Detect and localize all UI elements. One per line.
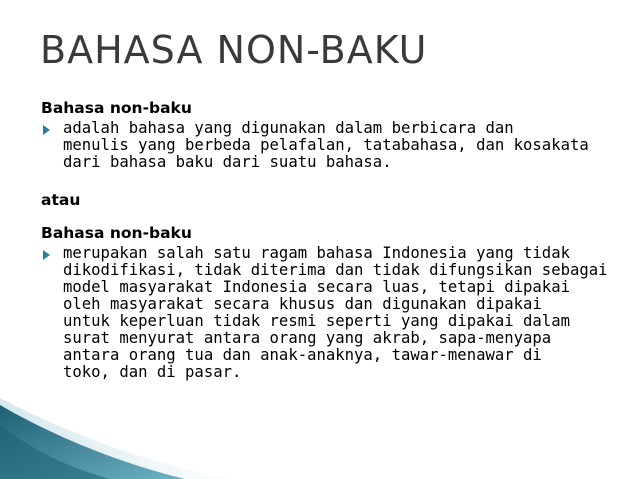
section-heading: Bahasa non-baku bbox=[41, 224, 192, 242]
bullet-item bbox=[41, 245, 611, 381]
bullet-line: adalah bahasa yang digunakan dalam berbicara dan bbox=[63, 119, 514, 137]
bullet-line: menulis yang berbeda pelafalan, tatabahasa, dan kosakata bbox=[63, 136, 589, 154]
bullet-line: dikodifikasi, tidak diterima dan tidak difungsikan sebagai bbox=[63, 261, 608, 279]
bullet-line: antara orang tua dan anak-anaknya, tawar-menawar di bbox=[63, 346, 542, 364]
bullet-line: surat menyurat antara orang yang akrab, sapa-menyapa bbox=[63, 329, 552, 347]
bullet-line: merupakan salah satu ragam bahasa Indonesia yang tidak bbox=[63, 244, 570, 262]
connector-text: atau bbox=[41, 191, 81, 209]
triangle-right-icon bbox=[43, 125, 50, 135]
bullet-line: dari bahasa baku dari suatu bahasa. bbox=[63, 153, 392, 171]
bullet-line: untuk keperluan tidak resmi seperti yang dipakai dalam bbox=[63, 312, 570, 330]
slide-body bbox=[41, 99, 611, 381]
bullet-item bbox=[41, 120, 611, 171]
bullet-line: toko, dan di pasar. bbox=[63, 363, 242, 381]
bullet-line: oleh masyarakat secara khusus dan digunakan dipakai bbox=[63, 295, 542, 313]
triangle-right-icon bbox=[43, 250, 50, 260]
bullet-line: model masyarakat Indonesia secara luas, tetapi dipakai bbox=[63, 278, 570, 296]
slide-title: BAHASA NON-BAKU bbox=[40, 28, 428, 72]
section-heading: Bahasa non-baku bbox=[41, 99, 192, 117]
